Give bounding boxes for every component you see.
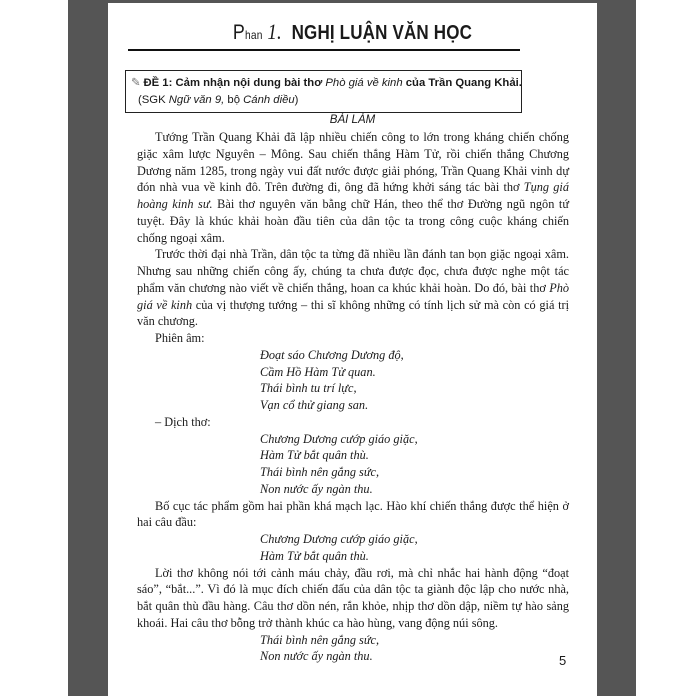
text: Trước thời đại nhà Trần, dân tộc ta từng đã nhiều lần đánh tan bọn giặc ngoại xâm. Nhưng sau những chiến công ấy, chúng ta chưa được đọc, chưa được nghe một tác phẩm văn chương nào viết về chiến thắng, hoan ca khúc khải hoàn. Do đó, bài thơ: [137, 247, 569, 295]
poem-line: Hàm Tử bắt quân thù.: [260, 548, 369, 563]
poem-line: Non nước ấy ngàn thu.: [260, 481, 373, 496]
poem-line: Chương Dương cướp giáo giặc,: [260, 431, 418, 446]
dich-tho-label: – Dịch thơ:: [155, 414, 211, 429]
poem-quote: [260, 531, 569, 565]
poem-line: Vạn cổ thử giang san.: [260, 398, 369, 412]
poem-line: Chương Dương cướp giáo giặc,: [260, 532, 418, 546]
title-number: 1.: [267, 19, 282, 44]
poem-line: Thái bình tu trí lực,: [260, 381, 357, 396]
poem-phien-am: [260, 347, 569, 414]
phien-am-label: Phiên âm:: [155, 331, 205, 345]
work-title: Phò giá về kinh: [137, 280, 569, 312]
text: Bài thơ nguyên văn bằng chữ Hán, theo thể thơ Đường ngũ ngôn tứ tuyệt. Đây là khúc khải hoàn đầu tiên của dân tộc ta trong công cuộc kháng chiến chống ngoại xâm.: [137, 197, 569, 245]
poem-line: Thái bình nên gắng sức,: [260, 465, 380, 479]
prompt-text-after: của Trần Quang Khải.: [405, 77, 522, 89]
prompt-work: Phò giá về kinh: [325, 77, 403, 89]
source-open: (SGK: [138, 94, 166, 106]
poem-line: Cầm Hồ Hàm Tử quan.: [260, 364, 376, 379]
poem-line: Đoạt sáo Chương Dương độ,: [260, 347, 404, 362]
title-prefix-small: han: [245, 28, 263, 42]
prompt-text: Cảm nhận nội dung bài thơ: [175, 77, 323, 89]
title-prefix: P: [232, 21, 246, 44]
prompt-label: ĐỀ 1:: [143, 77, 173, 89]
prompt-box: [125, 70, 522, 113]
prompt-source: [138, 94, 298, 106]
pencil-icon: ✎: [131, 77, 141, 89]
source-series: Cánh diều: [243, 94, 295, 106]
page-number: 5: [559, 653, 567, 668]
paragraph: Lời thơ không nói tới cảnh máu chảy, đầu rơi, mà chỉ nhắc hai hành động “đoạt sáo”, “bắt...”. Vì đó là mục đích chiến đấu của dân tộc ta giành độc lập cho nước nhà, bắt quân thù đầu hàng. Câu thơ dồn nén, rắn khỏe, nhịp thơ dồn dập, niềm tự hào sảng khoái. Hai câu thơ bỗng trở thành khúc ca hào hùng, vang động núi sông.: [137, 565, 569, 630]
poem-dich-tho: [260, 431, 569, 498]
poem-quote: [260, 632, 569, 666]
source-book: Ngữ văn 9,: [168, 94, 225, 106]
source-close: ): [294, 94, 299, 106]
section-heading: BÀI LÀM: [329, 114, 376, 126]
paragraph: Bố cục tác phẩm gồm hai phần khá mạch lạc. Hào khí chiến thắng được thể hiện ở hai câu đầu:: [137, 498, 569, 530]
title-rule: [128, 49, 520, 51]
text: Tướng Trần Quang Khải đã lập nhiều chiến công to lớn trong kháng chiến chống giặc xâm lược Nguyên – Mông. Sau chiến thắng Hàm Tử, rồi chiến thắng Chương Dương năm 1285, trong ngày vui đất nước được giải phóng, Trần Quang Khải vinh dự đón nhà vua về kinh đô. Trên đường đi, ông đã hứng khởi sáng tác bài thơ: [137, 130, 569, 195]
poem-line: Hàm Tử bắt quân thù.: [260, 448, 369, 463]
text: của vị thượng tướng – thi sĩ không những có tính lịch sử mà còn có giá trị văn chương.: [137, 297, 569, 329]
page-title: [145, 19, 561, 45]
source-mid: bộ: [227, 94, 240, 106]
essay-body: [137, 129, 569, 665]
document-page: [108, 3, 597, 696]
poem-line: Non nước ấy ngàn thu.: [260, 649, 373, 664]
paragraph: [137, 129, 569, 246]
work-title: Tụng giá hoàng kinh sư.: [137, 180, 569, 211]
paragraph: [137, 246, 569, 330]
title-text: NGHỊ LUẬN VĂN HỌC: [291, 22, 473, 44]
poem-line: Thái bình nên gắng sức,: [260, 632, 380, 647]
